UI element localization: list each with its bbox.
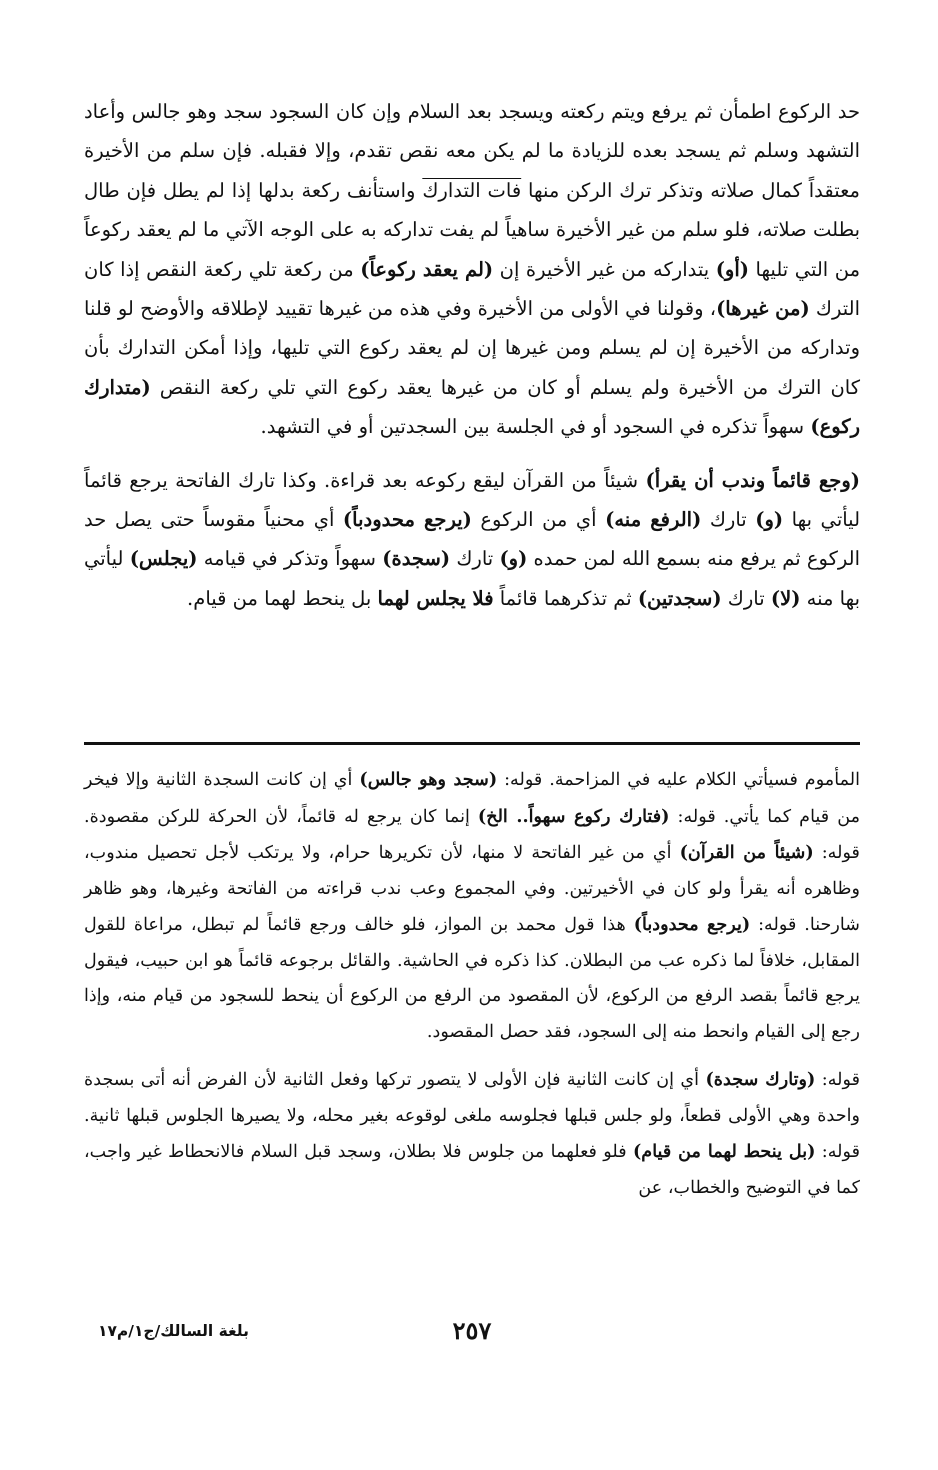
bold-keyword: (يجلس) (129, 547, 198, 571)
page-footer (84, 1316, 860, 1350)
bold-keyword: (شيئاً من القرآن) (679, 842, 814, 863)
bold-keyword: (متدارك ركوع) (84, 375, 860, 439)
text-span: فلو فعلهما من جلوس فلا بطلان، وسجد قبل السلام فالانحطاط غير واجب، كما في التوضيح والخطاب، عن (84, 1142, 860, 1198)
text-span: ثم تذكرهما قائماً (493, 586, 638, 610)
text-span: إنما كان يرجع له قائماً، لأن الحركة للركن مقصودة. قوله: (84, 806, 860, 863)
text-span: ، وقولنا في الأولى من الأخيرة وفي هذه من غيرها تقييد لإطلاقه والأوضح لو قلنا وتداركه من الأخيرة إن لم يسلم ومن غيرها إن لم يعقد ركوع التي تليها، وإذا أمكن التدارك بأن كان الترك من الأخيرة ولم يسلم أو كان من غيرها يعقد ركوع التي تلي ركعة النقص (84, 297, 860, 399)
bold-keyword: (و) (499, 547, 528, 571)
bold-keyword: (يرجع محدودباً) (342, 508, 472, 532)
bold-keyword: (وجع قائماً وندب أن يقرأ) (645, 468, 860, 492)
bold-keyword: (بل ينحط لهما من قيام) (632, 1141, 816, 1162)
page-number: ٢٥٧ (452, 1316, 492, 1345)
bold-keyword: (لا) (770, 586, 801, 610)
footnote-divider (84, 742, 860, 745)
bold-keyword: فلا يجلس لهما (377, 586, 494, 610)
text-span: بل ينحط لهما من قيام. (187, 586, 378, 610)
bold-keyword: (الرفع منه) (605, 508, 702, 532)
text-span: يتداركه من غير الأخيرة إن (493, 257, 716, 281)
commentary-paragraph-2 (84, 1062, 860, 1206)
overlined-phrase: فات التدارك (422, 178, 522, 202)
text-span: هذا قول محمد بن المواز، فلو خالف ورجع قائماً لم تبطل، مراعاة للقول المقابل، خلافاً لما ذكره عب من البطلان. كذا ذكره في الحاشية. والقائل برجوعه قائماً هو ابن حبيب، فيقول يرجع قائماً بقصد الرفع من الركوع، لأن المقصود من الرفع من الركوع أن ينحط للسجود من قيام منه، وإذا رجع إلى القيام وانحط منه إلى السجود، فقد حصل المقصود. (84, 915, 860, 1042)
text-span: المأموم فسيأتي الكلام عليه في المزاحمة. قوله: (497, 770, 860, 790)
text-span: قوله: (815, 1070, 860, 1090)
text-span: تارك (450, 547, 500, 571)
text-span: سهواً وتذكر في قيامه (197, 547, 383, 571)
text-span: أي من الركوع (471, 508, 606, 532)
text-span: تارك (721, 586, 771, 610)
bold-keyword: (سجد وهو جالس) (359, 769, 498, 790)
text-span: أي من غير الفاتحة لا منها، لأن تكريرها حرام، ولا يرتكب لأجل تحصيل مندوب، وظاهره أنه يقرأ ولو كان في الأخيرتين. وفي المجموع وعب ندب قراءته من الفاتحة وغيرها، وهو ظاهر شارحنا. قوله: (84, 843, 860, 935)
text-span: ليأتي بها منه (84, 547, 860, 610)
main-text (84, 92, 860, 618)
bold-keyword: (وتارك سجدة) (705, 1069, 816, 1090)
bold-keyword: (فتارك ركوع سهواً.. الخ) (477, 805, 670, 827)
text-span: أي محنياً مقوساً حتى يصل حد الركوع ثم يرفع منه بسمع الله لمن حمده (84, 508, 860, 571)
book-reference: بلغة السالك/ج١/م١٧ (98, 1322, 249, 1340)
bold-keyword: (و) (755, 508, 784, 532)
bold-keyword: (من غيرها) (716, 297, 810, 321)
main-paragraph-2 (84, 461, 860, 619)
bold-keyword: (لم يعقد ركوعاً) (360, 257, 494, 281)
text-span: أي إن كانت السجدة الثانية وإلا فيخر من قيام كما يأتي. قوله: (84, 770, 861, 827)
text-span: من ركعة تلي ركعة النقص إذا كان الترك (84, 257, 860, 321)
bold-keyword: (أو) (715, 257, 749, 281)
main-paragraph-1 (84, 92, 860, 447)
commentary-text (84, 762, 860, 1206)
text-span: تارك (701, 508, 756, 532)
text-span: سهواً تذكره في السجود أو في الجلسة بين السجدتين أو في التشهد. (260, 415, 811, 439)
commentary-paragraph-1 (84, 762, 860, 1050)
text-span: واستأنف ركعة بدلها إذا لم يطل فإن طال بطلت صلاته، فلو سلم من غير الأخيرة ساهياً لم يفت تداركه به على الوجه الآتي ما لم يعقد ركوعاً من التي تليها (84, 178, 861, 281)
text-span: أي إن كانت الثانية فإن الأولى لا يتصور تركها وفعل الثانية لأن الفرض أنه أتى بسجدة واحدة وهي الأولى قطعاً، ولو جلس قبلها فجلوسه ملغى لوقوعه بغير محله، ولا يصيرها الجلوس قبلها ثانية. قوله: (84, 1070, 860, 1162)
bold-keyword: (سجدة) (382, 547, 451, 571)
text-span: حد الركوع اطمأن ثم يرفع ويتم ركعته ويسجد بعد السلام وإن كان السجود سجد وهو جالس وأعاد التشهد وسلم ثم يسجد بعده للزيادة ما لم يكن معه نقص تقدم، وإلا فقبله. فإن سلم من الأخيرة معتقداً كمال صلاته وتذكر ترك الركن منها (84, 100, 860, 202)
bold-keyword: (يرجع محدودباً) (633, 914, 751, 935)
text-span: شيئاً من القرآن ليقع ركوعه بعد قراءة. وكذا تارك الفاتحة يرجع قائماً ليأتي بها (84, 468, 861, 532)
bold-keyword: (سجدتين) (637, 586, 722, 610)
